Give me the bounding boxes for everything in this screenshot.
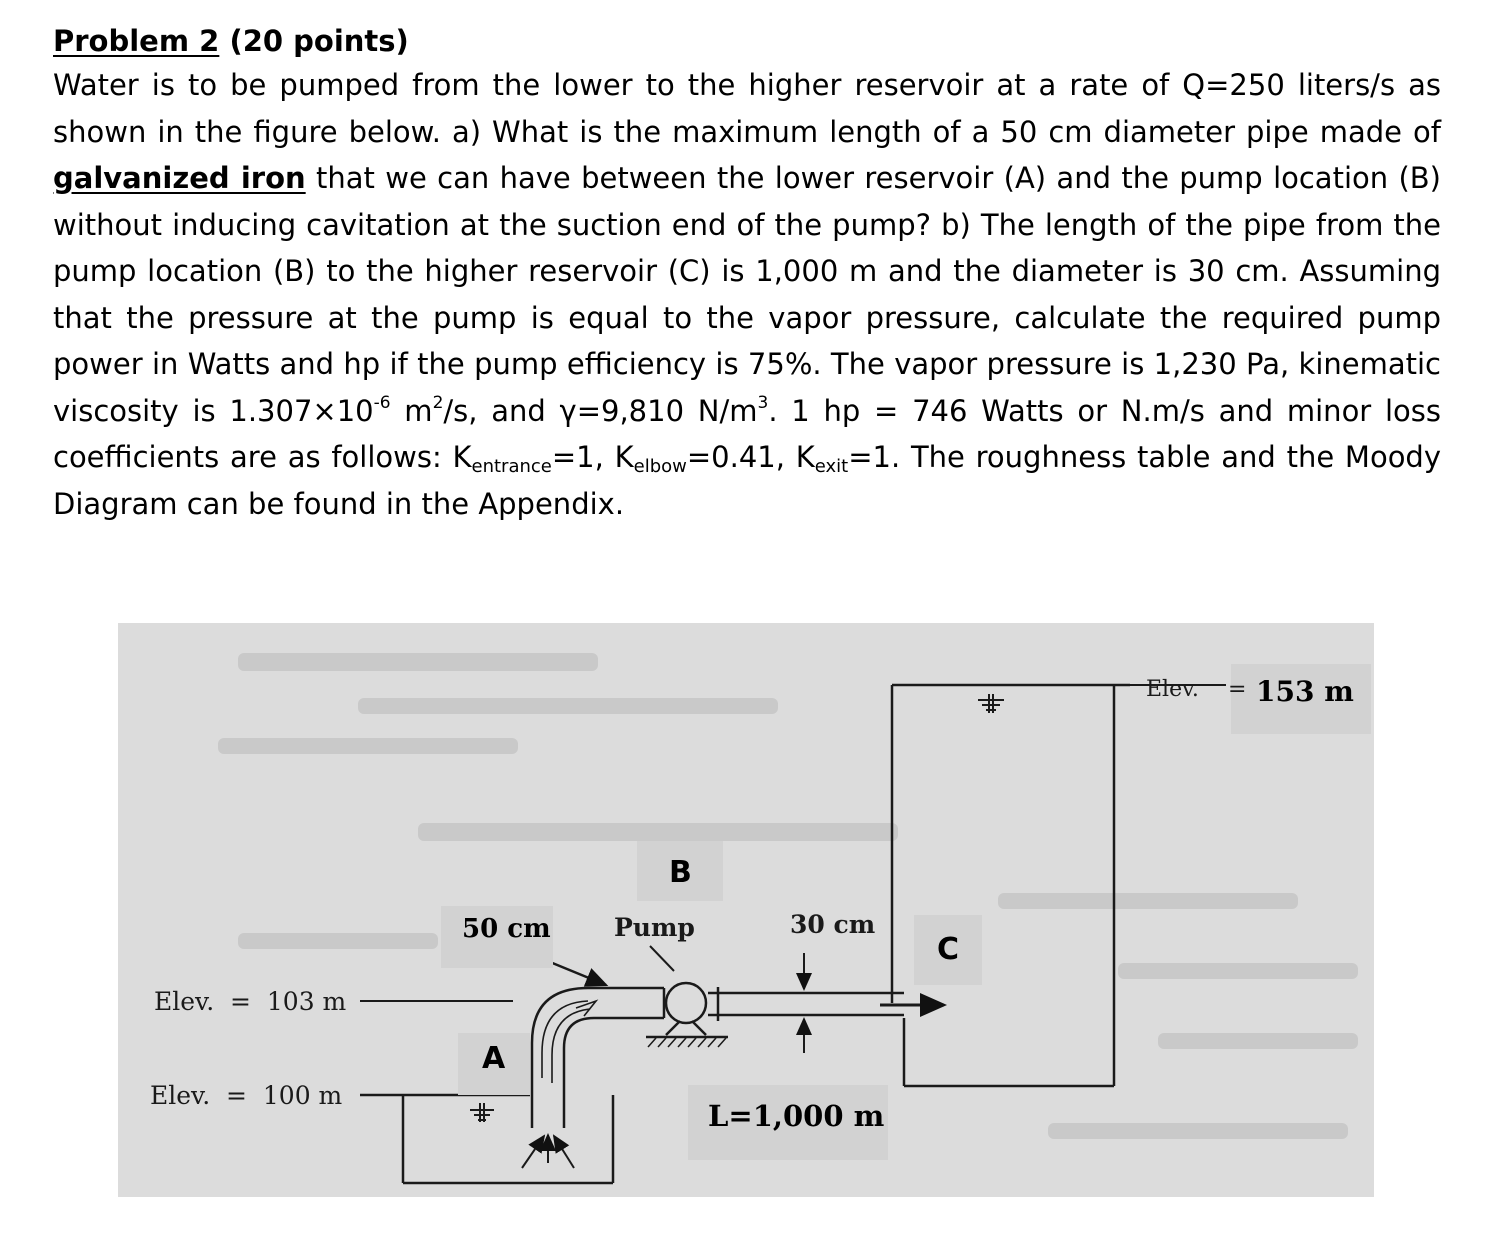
problem-number: Problem 2 <box>53 24 220 58</box>
label-pump: Pump <box>614 913 695 942</box>
elev-153-word: Elev. <box>1146 677 1199 702</box>
statement-part: =0.41, K <box>686 440 815 474</box>
elev-100-label: Elev. = 100 m <box>150 1081 343 1110</box>
water-level-symbol-c <box>978 694 1004 713</box>
pump-symbol <box>646 946 728 1047</box>
pump-support <box>666 1021 680 1035</box>
discharge-pipe <box>708 953 944 1053</box>
label-c: C <box>937 932 960 967</box>
upper-reservoir <box>892 685 1226 1086</box>
statement-part: that we can have between the lower reservoir (A) and the pump location (B) without inducing cavitation at the suction end of the pump? b) The length of the pipe from the pump location (B) to the higher reservoir (C) is 1,000 m and the diameter is 30 cm. Assuming that the pressure at the pump is equal to the vapor pressure, calculate the required pump power in Watts and hp if the pump efficiency is 75%. The vapor pressure is 1,230 Pa, kinematic viscosity is 1.307×10 <box>53 161 1441 428</box>
label-b: B <box>669 855 692 890</box>
background-texture <box>218 653 1358 1139</box>
k-elbow-subscript: elbow <box>633 456 687 477</box>
statement-part: m <box>390 393 433 428</box>
k-entrance-subscript: entrance <box>471 456 552 477</box>
statement-part: /s, and γ=9,810 N/m <box>443 393 758 428</box>
statement-part: =1, K <box>551 440 634 474</box>
volume-exponent: 3 <box>757 392 769 413</box>
statement-part: Water is to be pumped from the lower to the higher reservoir at a rate of Q=250 liters/s as shown in the figure below. a) What is the maximum length of a 50 cm diameter pipe made of <box>53 68 1441 149</box>
pump-base-hatching <box>648 1038 726 1047</box>
length-label: L=1,000 m <box>708 1099 885 1133</box>
problem-points: (20 points) <box>229 24 409 58</box>
pump-label-leader <box>650 946 674 971</box>
elev-153-label: 153 m <box>1256 675 1354 708</box>
elev-103-label: Elev. = 103 m <box>154 987 347 1016</box>
area-exponent: 2 <box>432 392 444 413</box>
problem-heading <box>53 20 1441 62</box>
suction-pipe <box>532 988 664 1128</box>
statement-part: =1. The roughness table and the Moody Diagram can be found in the Appendix. <box>53 440 1442 521</box>
water-level-symbol-a <box>470 1103 494 1122</box>
label-30cm: 30 cm <box>790 910 876 939</box>
suction-flow-arrowhead <box>576 1001 596 1016</box>
label-50cm: 50 cm <box>462 914 551 944</box>
pipe-material: galvanized iron <box>53 161 306 195</box>
k-exit-subscript: exit <box>814 456 849 477</box>
pump-system-figure <box>118 623 1374 1197</box>
elev-153-equals: = <box>1228 677 1247 702</box>
problem-statement <box>53 62 1441 527</box>
problem-text <box>53 20 1441 527</box>
pump-support <box>692 1021 706 1035</box>
statement-part: . 1 hp = 746 Watts or N.m/s and minor loss coefficients are as follows: K <box>53 393 1441 474</box>
label-a: A <box>482 1041 506 1076</box>
intake-arrows <box>522 1135 574 1168</box>
pump-casing <box>666 983 706 1023</box>
viscosity-exponent: -6 <box>373 392 391 413</box>
